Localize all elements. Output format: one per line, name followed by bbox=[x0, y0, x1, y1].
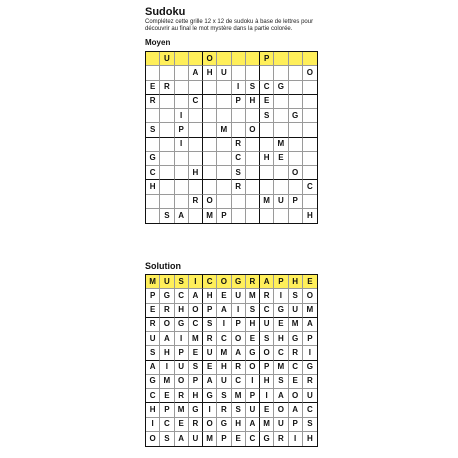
solution-cell: G bbox=[146, 375, 160, 389]
solution-cell: R bbox=[203, 332, 217, 346]
puzzle-cell[interactable] bbox=[289, 81, 303, 95]
solution-cell: P bbox=[146, 289, 160, 303]
solution-cell: S bbox=[260, 332, 274, 346]
solution-cell: G bbox=[303, 361, 317, 375]
solution-cell: O bbox=[146, 432, 160, 446]
puzzle-cell[interactable] bbox=[303, 166, 317, 180]
puzzle-cell[interactable] bbox=[203, 180, 217, 194]
solution-cell: U bbox=[203, 346, 217, 360]
solution-cell: E bbox=[274, 318, 288, 332]
puzzle-cell[interactable] bbox=[203, 152, 217, 166]
page-title: Sudoku bbox=[145, 6, 186, 18]
solution-cell: U bbox=[289, 304, 303, 318]
solution-cell: O bbox=[217, 275, 231, 289]
solution-cell: R bbox=[246, 275, 260, 289]
solution-cell: P bbox=[260, 361, 274, 375]
puzzle-cell[interactable] bbox=[217, 195, 231, 209]
solution-cell: H bbox=[175, 304, 189, 318]
solution-cell: S bbox=[203, 318, 217, 332]
solution-cell: R bbox=[146, 318, 160, 332]
puzzle-cell[interactable] bbox=[175, 152, 189, 166]
solution-cell: I bbox=[289, 432, 303, 446]
puzzle-cell: R bbox=[232, 138, 246, 152]
puzzle-cell[interactable] bbox=[217, 95, 231, 109]
solution-cell: O bbox=[260, 346, 274, 360]
solution-cell: E bbox=[175, 418, 189, 432]
puzzle-cell[interactable] bbox=[160, 152, 174, 166]
solution-cell: E bbox=[146, 304, 160, 318]
solution-cell: U bbox=[303, 389, 317, 403]
solution-cell: A bbox=[246, 418, 260, 432]
puzzle-cell[interactable] bbox=[217, 138, 231, 152]
solution-cell: A bbox=[303, 318, 317, 332]
puzzle-cell[interactable] bbox=[303, 52, 317, 66]
solution-cell: A bbox=[189, 289, 203, 303]
solution-cell: M bbox=[232, 389, 246, 403]
solution-cell: U bbox=[232, 289, 246, 303]
puzzle-cell[interactable] bbox=[217, 180, 231, 194]
puzzle-cell: S bbox=[146, 123, 160, 137]
solution-cell: R bbox=[160, 304, 174, 318]
solution-cell: R bbox=[260, 289, 274, 303]
solution-cell: R bbox=[232, 361, 246, 375]
solution-cell: I bbox=[146, 418, 160, 432]
puzzle-cell: M bbox=[260, 195, 274, 209]
puzzle-cell[interactable] bbox=[146, 209, 160, 223]
puzzle-cell[interactable] bbox=[146, 138, 160, 152]
solution-cell: M bbox=[217, 346, 231, 360]
puzzle-cell[interactable] bbox=[217, 166, 231, 180]
puzzle-cell[interactable] bbox=[289, 138, 303, 152]
puzzle-cell[interactable] bbox=[160, 180, 174, 194]
puzzle-cell[interactable] bbox=[274, 123, 288, 137]
solution-cell: E bbox=[260, 403, 274, 417]
puzzle-cell[interactable] bbox=[303, 195, 317, 209]
puzzle-cell[interactable] bbox=[160, 66, 174, 80]
puzzle-cell: P bbox=[289, 195, 303, 209]
puzzle-cell[interactable] bbox=[146, 109, 160, 123]
solution-title: Solution bbox=[145, 261, 181, 271]
solution-cell: E bbox=[203, 361, 217, 375]
puzzle-cell: A bbox=[189, 66, 203, 80]
puzzle-cell[interactable] bbox=[160, 95, 174, 109]
puzzle-cell[interactable] bbox=[189, 152, 203, 166]
solution-cell: M bbox=[274, 361, 288, 375]
solution-cell: E bbox=[217, 289, 231, 303]
puzzle-cell[interactable] bbox=[160, 166, 174, 180]
puzzle-cell[interactable] bbox=[203, 95, 217, 109]
solution-cell: G bbox=[203, 389, 217, 403]
puzzle-cell[interactable] bbox=[203, 109, 217, 123]
puzzle-cell: H bbox=[203, 66, 217, 80]
puzzle-cell[interactable] bbox=[303, 109, 317, 123]
solution-cell: G bbox=[274, 304, 288, 318]
solution-cell: R bbox=[274, 432, 288, 446]
solution-cell: H bbox=[260, 375, 274, 389]
puzzle-cell: O bbox=[289, 166, 303, 180]
solution-cell: C bbox=[274, 346, 288, 360]
puzzle-cell[interactable] bbox=[303, 95, 317, 109]
puzzle-cell[interactable] bbox=[246, 138, 260, 152]
puzzle-cell[interactable] bbox=[175, 195, 189, 209]
puzzle-cell[interactable] bbox=[146, 52, 160, 66]
solution-cell: P bbox=[175, 346, 189, 360]
puzzle-cell: G bbox=[289, 109, 303, 123]
puzzle-cell[interactable] bbox=[246, 209, 260, 223]
puzzle-cell[interactable] bbox=[232, 109, 246, 123]
solution-cell: P bbox=[203, 304, 217, 318]
puzzle-grid bbox=[145, 51, 318, 224]
solution-cell: C bbox=[175, 289, 189, 303]
solution-cell: O bbox=[274, 403, 288, 417]
solution-cell: U bbox=[160, 275, 174, 289]
solution-cell: M bbox=[203, 432, 217, 446]
puzzle-cell[interactable] bbox=[217, 52, 231, 66]
puzzle-cell[interactable] bbox=[232, 209, 246, 223]
solution-cell: U bbox=[246, 403, 260, 417]
puzzle-cell: P bbox=[260, 52, 274, 66]
solution-cell: P bbox=[303, 332, 317, 346]
puzzle-cell[interactable] bbox=[260, 66, 274, 80]
puzzle-cell[interactable] bbox=[175, 166, 189, 180]
solution-cell: S bbox=[303, 418, 317, 432]
solution-cell: C bbox=[203, 275, 217, 289]
puzzle-cell: G bbox=[274, 81, 288, 95]
solution-cell: H bbox=[246, 318, 260, 332]
solution-cell: U bbox=[217, 375, 231, 389]
solution-cell: S bbox=[189, 361, 203, 375]
puzzle-cell[interactable] bbox=[246, 166, 260, 180]
puzzle-cell[interactable] bbox=[189, 138, 203, 152]
solution-cell: S bbox=[274, 375, 288, 389]
puzzle-cell: E bbox=[260, 95, 274, 109]
puzzle-cell[interactable] bbox=[274, 66, 288, 80]
solution-cell: P bbox=[189, 375, 203, 389]
solution-cell: O bbox=[246, 361, 260, 375]
solution-cell: M bbox=[260, 418, 274, 432]
puzzle-cell: H bbox=[146, 180, 160, 194]
puzzle-cell[interactable] bbox=[203, 81, 217, 95]
puzzle-cell[interactable] bbox=[160, 109, 174, 123]
solution-cell: R bbox=[217, 403, 231, 417]
solution-cell: I bbox=[246, 375, 260, 389]
puzzle-cell: H bbox=[189, 166, 203, 180]
solution-cell: H bbox=[146, 403, 160, 417]
solution-cell: R bbox=[175, 389, 189, 403]
puzzle-cell: R bbox=[232, 180, 246, 194]
solution-cell: E bbox=[246, 332, 260, 346]
puzzle-cell[interactable] bbox=[260, 123, 274, 137]
puzzle-cell: S bbox=[232, 166, 246, 180]
solution-cell: A bbox=[160, 332, 174, 346]
solution-cell: S bbox=[246, 304, 260, 318]
solution-cell: M bbox=[189, 332, 203, 346]
puzzle-cell[interactable] bbox=[289, 180, 303, 194]
puzzle-cell[interactable] bbox=[189, 81, 203, 95]
puzzle-cell: H bbox=[306, 210, 313, 220]
solution-cell: A bbox=[232, 346, 246, 360]
solution-cell: A bbox=[203, 375, 217, 389]
puzzle-cell[interactable] bbox=[289, 152, 303, 166]
solution-cell: O bbox=[232, 332, 246, 346]
puzzle-cell[interactable] bbox=[146, 66, 160, 80]
solution-cell: I bbox=[232, 304, 246, 318]
puzzle-cell[interactable] bbox=[274, 95, 288, 109]
puzzle-cell: A bbox=[175, 209, 189, 223]
puzzle-cell: H bbox=[246, 95, 260, 109]
puzzle-cell[interactable] bbox=[289, 52, 303, 66]
puzzle-cell[interactable] bbox=[160, 123, 174, 137]
solution-cell: U bbox=[189, 432, 203, 446]
solution-cell: E bbox=[232, 432, 246, 446]
solution-cell: E bbox=[160, 389, 174, 403]
solution-cell: C bbox=[289, 361, 303, 375]
puzzle-cell: G bbox=[146, 152, 160, 166]
puzzle-cell[interactable] bbox=[217, 81, 231, 95]
puzzle-cell[interactable] bbox=[303, 81, 317, 95]
solution-cell: A bbox=[289, 403, 303, 417]
solution-cell: S bbox=[217, 389, 231, 403]
puzzle-cell[interactable] bbox=[260, 209, 274, 223]
solution-cell: S bbox=[160, 432, 174, 446]
puzzle-cell[interactable] bbox=[232, 66, 246, 80]
puzzle-cell[interactable] bbox=[146, 195, 160, 209]
solution-cell: H bbox=[274, 332, 288, 346]
solution-cell: I bbox=[260, 389, 274, 403]
puzzle-cell[interactable] bbox=[246, 66, 260, 80]
solution-cell: C bbox=[232, 375, 246, 389]
puzzle-cell[interactable] bbox=[260, 166, 274, 180]
solution-cell: I bbox=[160, 361, 174, 375]
puzzle-cell: C bbox=[189, 95, 203, 109]
puzzle-cell: P bbox=[232, 95, 246, 109]
solution-cell: H bbox=[160, 346, 174, 360]
solution-cell: G bbox=[289, 332, 303, 346]
solution-cell: G bbox=[160, 289, 174, 303]
puzzle-cell[interactable] bbox=[260, 180, 274, 194]
solution-cell: S bbox=[146, 346, 160, 360]
puzzle-cell[interactable] bbox=[203, 138, 217, 152]
solution-cell: S bbox=[289, 289, 303, 303]
solution-cell: P bbox=[289, 418, 303, 432]
puzzle-cell[interactable] bbox=[246, 180, 260, 194]
puzzle-cell[interactable] bbox=[189, 52, 203, 66]
puzzle-cell[interactable] bbox=[189, 123, 203, 137]
puzzle-cell[interactable] bbox=[203, 123, 217, 137]
puzzle-cell[interactable] bbox=[175, 66, 189, 80]
puzzle-cell: M bbox=[274, 138, 288, 152]
puzzle-cell: U bbox=[217, 66, 231, 80]
solution-cell: M bbox=[289, 318, 303, 332]
puzzle-cell[interactable] bbox=[189, 180, 203, 194]
solution-cell: A bbox=[175, 432, 189, 446]
solution-cell: O bbox=[303, 289, 317, 303]
solution-cell: C bbox=[246, 432, 260, 446]
solution-cell: R bbox=[189, 418, 203, 432]
puzzle-cell[interactable] bbox=[289, 123, 303, 137]
puzzle-cell: C bbox=[303, 180, 317, 194]
puzzle-cell[interactable] bbox=[203, 166, 217, 180]
puzzle-cell: I bbox=[175, 138, 189, 152]
difficulty-label: Moyen bbox=[145, 38, 171, 47]
solution-cell: M bbox=[160, 375, 174, 389]
solution-cell: U bbox=[274, 418, 288, 432]
solution-cell: O bbox=[203, 418, 217, 432]
solution-cell: O bbox=[189, 304, 203, 318]
solution-cell: G bbox=[246, 346, 260, 360]
puzzle-cell[interactable] bbox=[274, 166, 288, 180]
solution-cell: P bbox=[217, 432, 231, 446]
puzzle-cell: O bbox=[203, 195, 217, 209]
solution-cell: C bbox=[160, 418, 174, 432]
puzzle-cell[interactable] bbox=[175, 95, 189, 109]
solution-cell: U bbox=[260, 318, 274, 332]
solution-cell: O bbox=[175, 375, 189, 389]
solution-cell: H bbox=[232, 418, 246, 432]
puzzle-cell: C bbox=[232, 152, 246, 166]
puzzle-cell: I bbox=[232, 81, 246, 95]
puzzle-cell: I bbox=[175, 109, 189, 123]
solution-cell: C bbox=[189, 318, 203, 332]
puzzle-cell[interactable] bbox=[303, 152, 317, 166]
solution-cell: G bbox=[260, 432, 274, 446]
solution-cell: U bbox=[146, 332, 160, 346]
solution-cell: P bbox=[246, 389, 260, 403]
puzzle-cell: O bbox=[246, 123, 260, 137]
puzzle-cell[interactable] bbox=[160, 138, 174, 152]
puzzle-cell[interactable] bbox=[232, 52, 246, 66]
solution-cell: H bbox=[289, 275, 303, 289]
puzzle-cell: U bbox=[160, 52, 174, 66]
solution-cell: M bbox=[303, 304, 317, 318]
puzzle-cell: S bbox=[160, 209, 174, 223]
puzzle-cell[interactable] bbox=[232, 195, 246, 209]
solution-cell: S bbox=[232, 403, 246, 417]
puzzle-cell[interactable] bbox=[274, 52, 288, 66]
solution-cell: U bbox=[175, 361, 189, 375]
puzzle-cell[interactable] bbox=[289, 95, 303, 109]
solution-cell: A bbox=[260, 275, 274, 289]
solution-cell: A bbox=[146, 361, 160, 375]
puzzle-cell[interactable] bbox=[189, 109, 203, 123]
solution-cell: H bbox=[203, 289, 217, 303]
puzzle-cell[interactable] bbox=[175, 52, 189, 66]
solution-cell: I bbox=[217, 318, 231, 332]
solution-cell: E bbox=[303, 275, 317, 289]
solution-cell: I bbox=[274, 289, 288, 303]
puzzle-cell: M bbox=[203, 209, 217, 223]
puzzle-cell: O bbox=[203, 52, 217, 66]
puzzle-cell: R bbox=[146, 95, 160, 109]
solution-cell: G bbox=[189, 403, 203, 417]
solution-cell: A bbox=[274, 389, 288, 403]
puzzle-cell[interactable] bbox=[289, 66, 303, 80]
puzzle-cell[interactable] bbox=[175, 81, 189, 95]
solution-cell: P bbox=[274, 275, 288, 289]
solution-cell: I bbox=[175, 332, 189, 346]
puzzle-cell: E bbox=[274, 152, 288, 166]
solution-cell: M bbox=[146, 275, 160, 289]
puzzle-cell[interactable] bbox=[303, 123, 317, 137]
puzzle-cell[interactable] bbox=[232, 123, 246, 137]
solution-cell: A bbox=[217, 304, 231, 318]
puzzle-cell: R bbox=[160, 81, 174, 95]
puzzle-cell[interactable] bbox=[289, 209, 303, 223]
puzzle-cell[interactable] bbox=[246, 152, 260, 166]
puzzle-cell[interactable] bbox=[175, 180, 189, 194]
solution-cell: G bbox=[175, 318, 189, 332]
puzzle-cell: P bbox=[217, 209, 231, 223]
puzzle-cell[interactable] bbox=[260, 138, 274, 152]
solution-cell: E bbox=[189, 346, 203, 360]
solution-cell: O bbox=[160, 318, 174, 332]
puzzle-cell[interactable] bbox=[274, 180, 288, 194]
solution-cell: R bbox=[289, 346, 303, 360]
puzzle-cell: C bbox=[146, 166, 160, 180]
puzzle-cell: C bbox=[260, 81, 274, 95]
solution-cell: S bbox=[175, 275, 189, 289]
instructions-text: Complétez cette grille 12 x 12 de sudoku à base de lettres pour découvrir au final le mot mystère dans la partie colorée. bbox=[145, 19, 314, 32]
solution-cell: O bbox=[289, 389, 303, 403]
solution-cell: H bbox=[217, 361, 231, 375]
puzzle-cell[interactable] bbox=[246, 109, 260, 123]
solution-cell: E bbox=[289, 375, 303, 389]
puzzle-cell: U bbox=[274, 195, 288, 209]
puzzle-cell: M bbox=[217, 123, 231, 137]
puzzle-cell[interactable] bbox=[217, 109, 231, 123]
puzzle-cell: H bbox=[260, 152, 274, 166]
puzzle-cell[interactable] bbox=[189, 209, 203, 223]
solution-cell: H bbox=[306, 433, 313, 443]
puzzle-cell[interactable] bbox=[303, 138, 317, 152]
puzzle-cell[interactable] bbox=[246, 195, 260, 209]
solution-cell: I bbox=[303, 346, 317, 360]
solution-cell: C bbox=[146, 389, 160, 403]
solution-cell: M bbox=[175, 403, 189, 417]
puzzle-cell[interactable] bbox=[274, 109, 288, 123]
puzzle-cell: S bbox=[246, 81, 260, 95]
solution-cell: P bbox=[160, 403, 174, 417]
solution-cell: M bbox=[246, 289, 260, 303]
solution-cell: G bbox=[217, 418, 231, 432]
solution-grid bbox=[145, 274, 318, 447]
puzzle-cell[interactable] bbox=[246, 52, 260, 66]
puzzle-cell[interactable] bbox=[217, 152, 231, 166]
solution-cell: C bbox=[260, 304, 274, 318]
solution-cell: I bbox=[203, 403, 217, 417]
solution-cell: C bbox=[217, 332, 231, 346]
puzzle-cell: E bbox=[146, 81, 160, 95]
puzzle-cell: S bbox=[260, 109, 274, 123]
solution-cell: P bbox=[232, 318, 246, 332]
solution-cell: I bbox=[189, 275, 203, 289]
puzzle-cell[interactable] bbox=[160, 195, 174, 209]
solution-cell: R bbox=[303, 375, 317, 389]
solution-cell: H bbox=[189, 389, 203, 403]
puzzle-cell: R bbox=[189, 195, 203, 209]
solution-cell: C bbox=[303, 403, 317, 417]
puzzle-cell: O bbox=[303, 66, 317, 80]
puzzle-cell: P bbox=[175, 123, 189, 137]
puzzle-cell[interactable] bbox=[274, 209, 288, 223]
solution-cell: G bbox=[232, 275, 246, 289]
